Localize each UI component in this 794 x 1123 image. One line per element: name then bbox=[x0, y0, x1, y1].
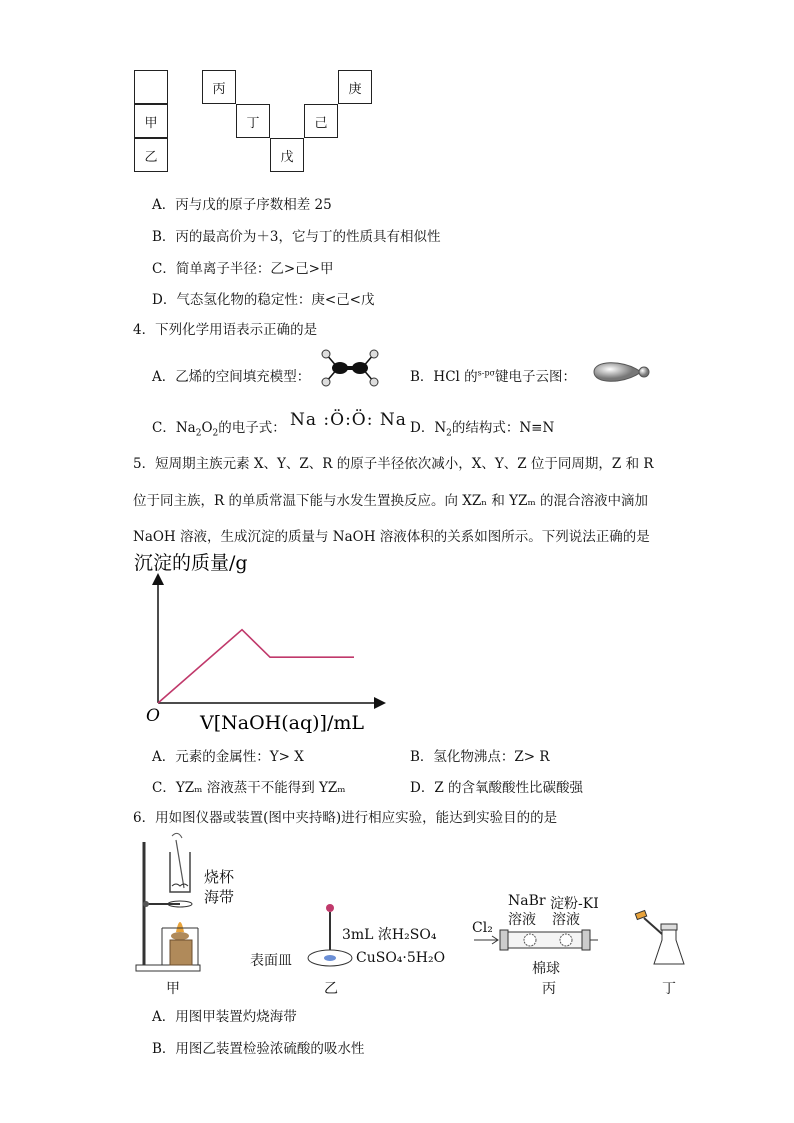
table-cell-ji: 己 bbox=[304, 104, 338, 138]
bing-label-nabr: NaBr bbox=[508, 893, 546, 909]
bing-label-ki-solution: 溶液 bbox=[552, 912, 580, 928]
q5-option-b: B．氢化物沸点：Z> R bbox=[410, 749, 550, 765]
bing-label-nabr-solution: 溶液 bbox=[508, 912, 536, 928]
yi-label-cuso4: CuSO₄·5H₂O bbox=[356, 950, 446, 966]
caption-ding: 丁 bbox=[662, 981, 676, 997]
q5-option-d: D．Z 的含氧酸酸性比碳酸强 bbox=[410, 780, 583, 796]
table-cell-geng: 庚 bbox=[338, 70, 372, 104]
chart-origin: O bbox=[146, 706, 160, 726]
q5-line3: NaOH 溶液，生成沉淀的质量与 NaOH 溶液体积的关系如图所示。下列说法正确的是 bbox=[133, 529, 650, 545]
q3-option-b: B．丙的最高价为＋3，它与丁的性质具有相似性 bbox=[152, 229, 441, 245]
q4-option-a: A．乙烯的空间填充模型： bbox=[152, 369, 311, 385]
caption-bing: 丙 bbox=[542, 981, 556, 997]
electron-cloud-icon bbox=[588, 356, 654, 388]
q4-option-c: C．$Na_2O_2$的电子式： bbox=[152, 420, 286, 439]
table-cell-bing: 丙 bbox=[202, 70, 236, 104]
precipitate-chart bbox=[128, 545, 388, 735]
q4-option-b: B．HCl 的$^{s-p\sigma}$键电子云图： bbox=[410, 368, 577, 385]
yi-label-acid: 3mL 浓H₂SO₄ bbox=[342, 927, 437, 943]
bing-label-cotton: 棉球 bbox=[532, 961, 560, 977]
caption-yi: 乙 bbox=[324, 981, 338, 997]
q4-option-d: D．$N_2$的结构式：N≡N bbox=[410, 420, 555, 439]
na2o2-electron-formula: Na :Ö:Ö: Na bbox=[290, 410, 407, 430]
caption-jia: 甲 bbox=[166, 981, 180, 997]
chart-ylabel: 沉淀的质量/g bbox=[134, 552, 248, 574]
jia-label-beaker: 烧杯 bbox=[204, 868, 235, 886]
table-cell-jia: 甲 bbox=[134, 104, 168, 138]
q6-option-a: A．用图甲装置灼烧海带 bbox=[152, 1009, 297, 1025]
q5-option-a: A．元素的金属性：Y> X bbox=[152, 749, 304, 765]
q3-option-d: D．气态氢化物的稳定性：庚<己<戊 bbox=[152, 292, 375, 308]
bing-label-cl2: Cl₂ bbox=[472, 920, 493, 936]
series-line bbox=[158, 630, 354, 703]
q3-option-a: A．丙与戊的原子序数相差 25 bbox=[152, 197, 332, 213]
bing-label-ki: 淀粉-KI bbox=[550, 896, 599, 912]
q3-option-c: C．简单离子半径：乙>己>甲 bbox=[152, 261, 334, 277]
table-cell-empty bbox=[134, 70, 168, 104]
yi-label-dish: 表面皿 bbox=[250, 953, 292, 969]
q6-option-b: B．用图乙装置检验浓硫酸的吸水性 bbox=[152, 1041, 365, 1057]
apparatus-ding-icon bbox=[632, 904, 692, 974]
chart-xlabel: V[NaOH(aq)]/mL bbox=[200, 712, 364, 734]
table-cell-yi: 乙 bbox=[134, 138, 168, 172]
jia-label-seaweed: 海带 bbox=[204, 888, 235, 906]
q4-stem: 4．下列化学用语表示正确的是 bbox=[133, 322, 318, 338]
apparatus-bing-icon bbox=[470, 926, 600, 962]
q5-option-c: C．YZₘ 溶液蒸干不能得到 YZₘ bbox=[152, 780, 346, 796]
q5-line2: 位于同主族，R 的单质常温下能与水发生置换反应。向 XZₙ 和 YZₘ 的混合溶液中滴加 bbox=[133, 493, 649, 509]
q5-line1: 5．短周期主族元素 X、Y、Z、R 的原子半径依次减小，X、Y、Z 位于同周期，Z 和 R bbox=[133, 456, 654, 472]
ethylene-model-icon bbox=[318, 346, 384, 390]
q6-stem: 6．用如图仪器或装置(图中夹持略)进行相应实验，能达到实验目的的是 bbox=[133, 810, 558, 826]
table-cell-ding: 丁 bbox=[236, 104, 270, 138]
table-cell-wu: 戊 bbox=[270, 138, 304, 172]
